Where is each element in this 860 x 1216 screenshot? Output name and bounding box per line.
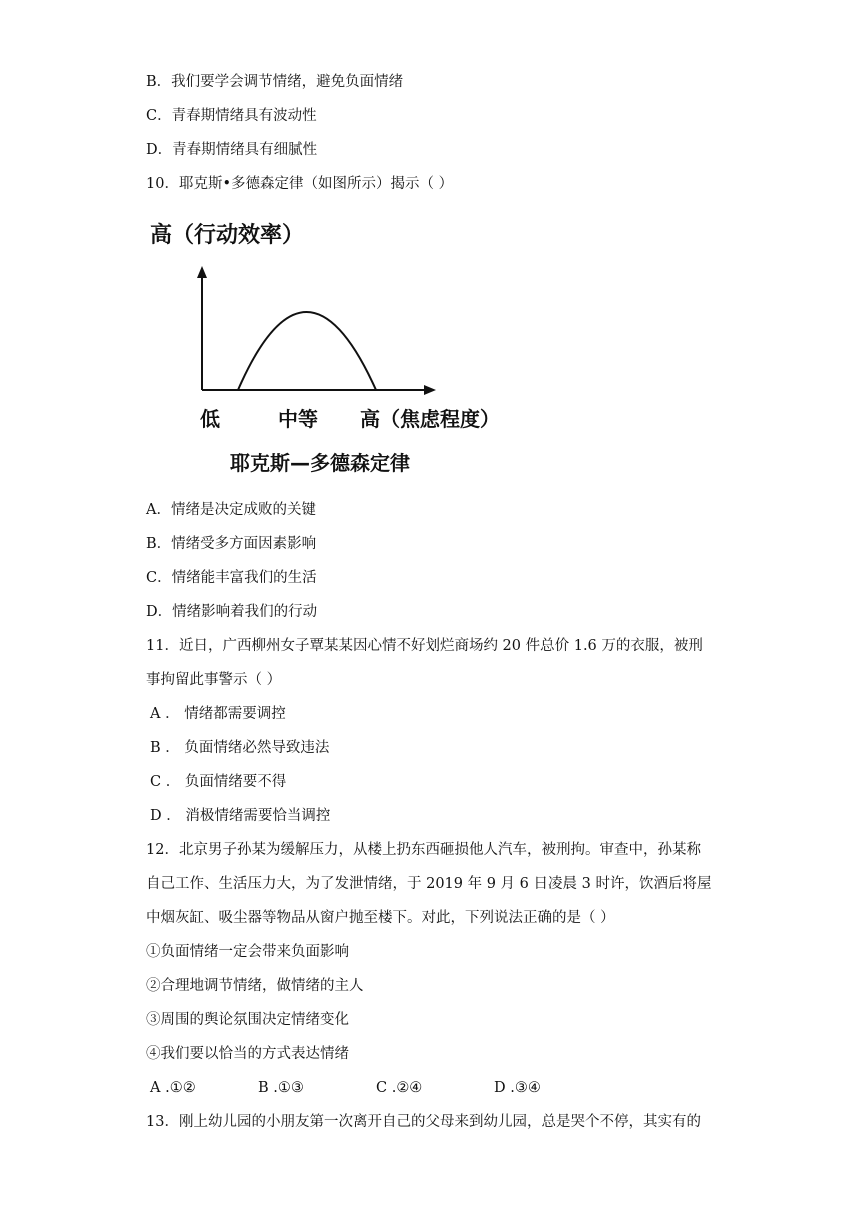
q12-option-a: A .①② [150,1080,196,1096]
q9-option-b: B．我们要学会调节情绪，避免负面情绪 [146,74,404,90]
q12-choices [150,1078,541,1098]
q11-option-a: A ． 情绪都需要调控 [150,706,286,722]
x-label-high: 高（焦虑程度） [360,407,500,431]
q11-option-d: D ． 消极情绪需要恰当调控 [150,808,331,824]
q12-option-b: B .①③ [258,1080,304,1096]
q12-statement-3: ③周围的舆论氛围决定情绪变化 [146,1012,349,1028]
q12-stem-line3: 中烟灰缸、吸尘器等物品从窗户抛至楼下。对此，下列说法正确的是（ ） [146,910,615,926]
x-label-mid: 中等 [278,407,318,431]
q9-option-d: D．青春期情绪具有细腻性 [146,142,318,158]
q10-option-d: D．情绪影响着我们的行动 [146,604,318,620]
q11-stem-line2: 事拘留此事警示（ ） [146,672,282,688]
q11-stem-line1: 11．近日，广西柳州女子覃某某因心情不好划烂商场约 20 件总价 1.6 万的衣服，被刑 [146,638,703,654]
q12-option-d: D .③④ [494,1080,541,1096]
q10-stem: 10．耶克斯•多德森定律（如图所示）揭示（ ） [146,176,454,192]
q9-option-c: C．青春期情绪具有波动性 [146,108,317,124]
figure-y-label: 高（行动效率） [150,223,305,248]
x-label-low: 低 [200,407,220,431]
inverted-u-curve [238,312,376,390]
q12-stem-line2: 自己工作、生活压力大，为了发泄情绪，于 2019 年 9 月 6 日凌晨 3 时许，饮酒后将屋 [146,876,712,892]
q11-option-c: C ． 负面情绪要不得 [150,774,287,790]
q12-stem-line1: 12．北京男子孙某为缓解压力，从楼上扔东西砸损他人汽车，被刑拘。审查中，孙某称 [146,842,701,858]
q12-statement-2: ②合理地调节情绪，做情绪的主人 [146,978,364,994]
y-axis-arrow-icon [197,266,207,278]
figure-caption: 耶克斯—多德森定律 [230,451,410,475]
x-axis-arrow-icon [424,385,436,395]
q11-option-b: B ． 负面情绪必然导致违法 [150,740,330,756]
q10-option-b: B．情绪受多方面因素影响 [146,536,317,552]
q10-option-a: A．情绪是决定成败的关键 [146,502,316,518]
q12-statement-4: ④我们要以恰当的方式表达情绪 [146,1046,349,1062]
q13-stem-line1: 13．刚上幼儿园的小朋友第一次离开自己的父母来到幼儿园，总是哭个不停，其实有的 [146,1114,701,1130]
q10-option-c: C．情绪能丰富我们的生活 [146,570,317,586]
yerkes-dodson-figure [146,214,526,476]
q12-option-c: C .②④ [376,1080,423,1096]
q12-statement-1: ①负面情绪一定会带来负面影响 [146,944,349,960]
